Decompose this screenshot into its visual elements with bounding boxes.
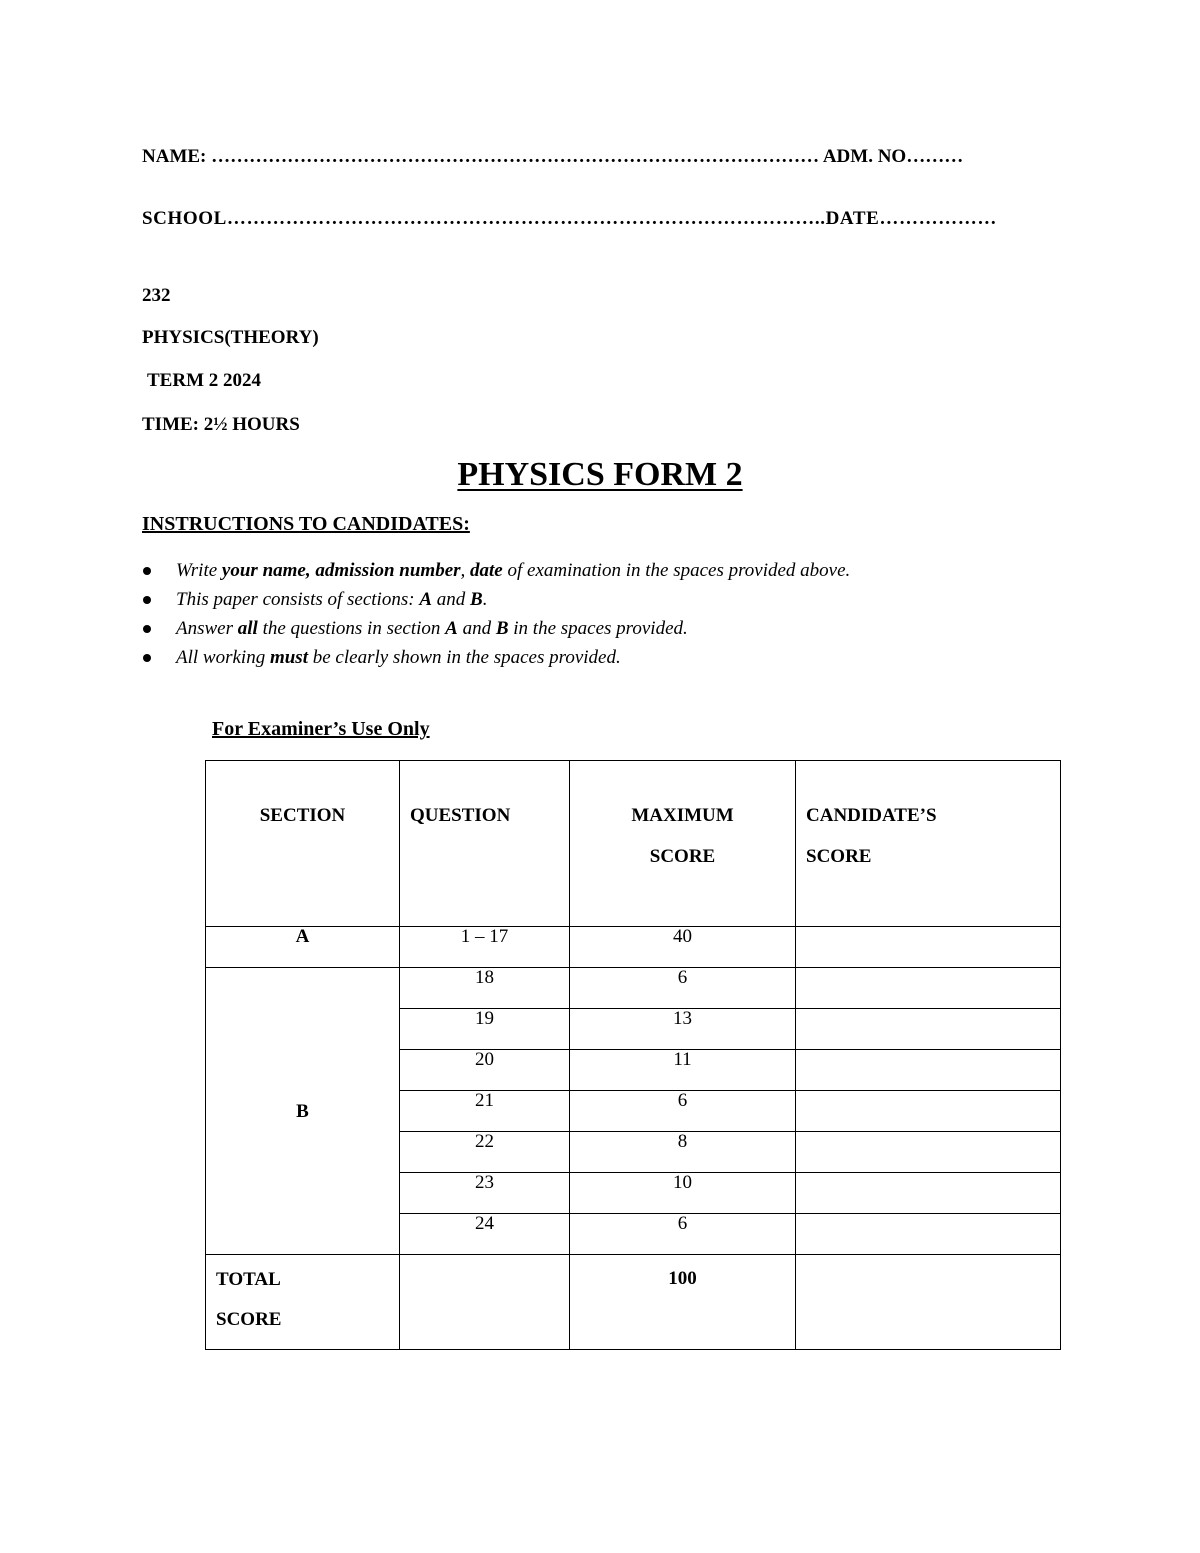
instruction-text — [176, 560, 850, 581]
examiner-heading: For Examiner’s Use Only — [212, 718, 430, 740]
instruction-emphasis: B — [470, 589, 483, 610]
instruction-segment: Write — [176, 560, 222, 581]
paper-subject: PHYSICS(THEORY) — [142, 327, 319, 348]
instruction-emphasis: B — [495, 618, 509, 639]
instruction-segment: This paper consists of sections: — [176, 589, 420, 610]
table-row-section-a — [206, 927, 1061, 968]
paper-time: TIME: 2½ HOURS — [142, 414, 300, 435]
instruction-item — [142, 590, 850, 619]
question-cell: 20 — [400, 1050, 570, 1091]
question-cell: 23 — [400, 1173, 570, 1214]
bullet-icon — [143, 654, 151, 662]
instruction-item — [142, 619, 850, 648]
instruction-emphasis: A — [419, 589, 432, 610]
question-cell: 19 — [400, 1009, 570, 1050]
bullet-icon — [143, 596, 151, 604]
total-label-line1: TOTAL — [216, 1269, 281, 1290]
candidate-score-cell[interactable] — [796, 968, 1061, 1009]
candidate-score-cell[interactable] — [796, 1173, 1061, 1214]
question-cell: 18 — [400, 968, 570, 1009]
instruction-item — [142, 648, 850, 677]
instruction-emphasis: your name, admission number — [221, 560, 461, 581]
header-cand-line1: CANDIDATE’S — [806, 805, 937, 826]
paper-term: TERM 2 2024 — [147, 370, 261, 391]
instruction-segment: in the spaces provided. — [508, 618, 688, 639]
question-cell: 22 — [400, 1132, 570, 1173]
question-cell: 24 — [400, 1214, 570, 1255]
total-max-score: 100 — [570, 1255, 796, 1350]
header-question: QUESTION — [400, 761, 570, 927]
instructions-heading: INSTRUCTIONS TO CANDIDATES: — [142, 513, 470, 535]
name-adm-line: NAME: …………………………………………………………………………………… ADM. NO……… — [142, 146, 964, 167]
candidate-score-cell[interactable] — [796, 927, 1061, 968]
candidate-score-cell[interactable] — [796, 1214, 1061, 1255]
bullet-icon — [143, 625, 151, 633]
table-row-total — [206, 1255, 1061, 1350]
table-header-row — [206, 761, 1061, 927]
candidate-score-cell[interactable] — [796, 1091, 1061, 1132]
instruction-segment: , — [460, 560, 471, 581]
max-score-cell: 10 — [570, 1173, 796, 1214]
header-max-score — [570, 761, 796, 927]
score-table — [205, 760, 1061, 1350]
section-a-label: A — [206, 927, 400, 968]
page-title: PHYSICS FORM 2 — [457, 456, 743, 493]
instruction-segment: Answer — [176, 618, 238, 639]
instructions-list — [142, 561, 850, 677]
question-cell: 21 — [400, 1091, 570, 1132]
total-score-label — [206, 1255, 400, 1350]
candidate-score-cell[interactable] — [796, 1132, 1061, 1173]
section-b-label: B — [206, 968, 400, 1255]
instruction-segment: be clearly shown in the spaces provided. — [307, 647, 621, 668]
table-row — [206, 968, 1061, 1009]
instruction-item — [142, 561, 850, 590]
bullet-icon — [143, 567, 151, 575]
instruction-segment: and — [432, 589, 470, 610]
instruction-text — [176, 618, 688, 639]
header-section: SECTION — [206, 761, 400, 927]
max-score-cell: 6 — [570, 1091, 796, 1132]
section-a-question: 1 – 17 — [400, 927, 570, 968]
instruction-segment: and — [457, 618, 496, 639]
instruction-segment: . — [482, 589, 488, 610]
max-score-cell: 11 — [570, 1050, 796, 1091]
instruction-segment: All working — [176, 647, 270, 668]
section-a-max: 40 — [570, 927, 796, 968]
header-cand-line2: SCORE — [806, 846, 872, 867]
max-score-cell: 6 — [570, 1214, 796, 1255]
instruction-text — [176, 589, 487, 610]
total-label-line2: SCORE — [216, 1309, 282, 1330]
header-max-line2: SCORE — [649, 846, 716, 867]
header-max-line1: MAXIMUM — [631, 805, 734, 826]
instruction-emphasis: must — [269, 647, 308, 668]
school-date-line: SCHOOL………………………………………………………………………………..DATE……………… — [142, 208, 997, 229]
header-candidate-score — [796, 761, 1061, 927]
paper-code: 232 — [142, 285, 171, 306]
instruction-emphasis: date — [470, 560, 503, 581]
instruction-segment: the questions in section — [257, 618, 446, 639]
max-score-cell: 8 — [570, 1132, 796, 1173]
total-question-cell — [400, 1255, 570, 1350]
candidate-score-cell[interactable] — [796, 1009, 1061, 1050]
instruction-emphasis: all — [237, 618, 258, 639]
total-candidate-score-cell[interactable] — [796, 1255, 1061, 1350]
candidate-score-cell[interactable] — [796, 1050, 1061, 1091]
instruction-text — [176, 647, 621, 668]
instruction-emphasis: A — [445, 618, 458, 639]
max-score-cell: 6 — [570, 968, 796, 1009]
max-score-cell: 13 — [570, 1009, 796, 1050]
instruction-segment: of examination in the spaces provided above. — [502, 560, 851, 581]
